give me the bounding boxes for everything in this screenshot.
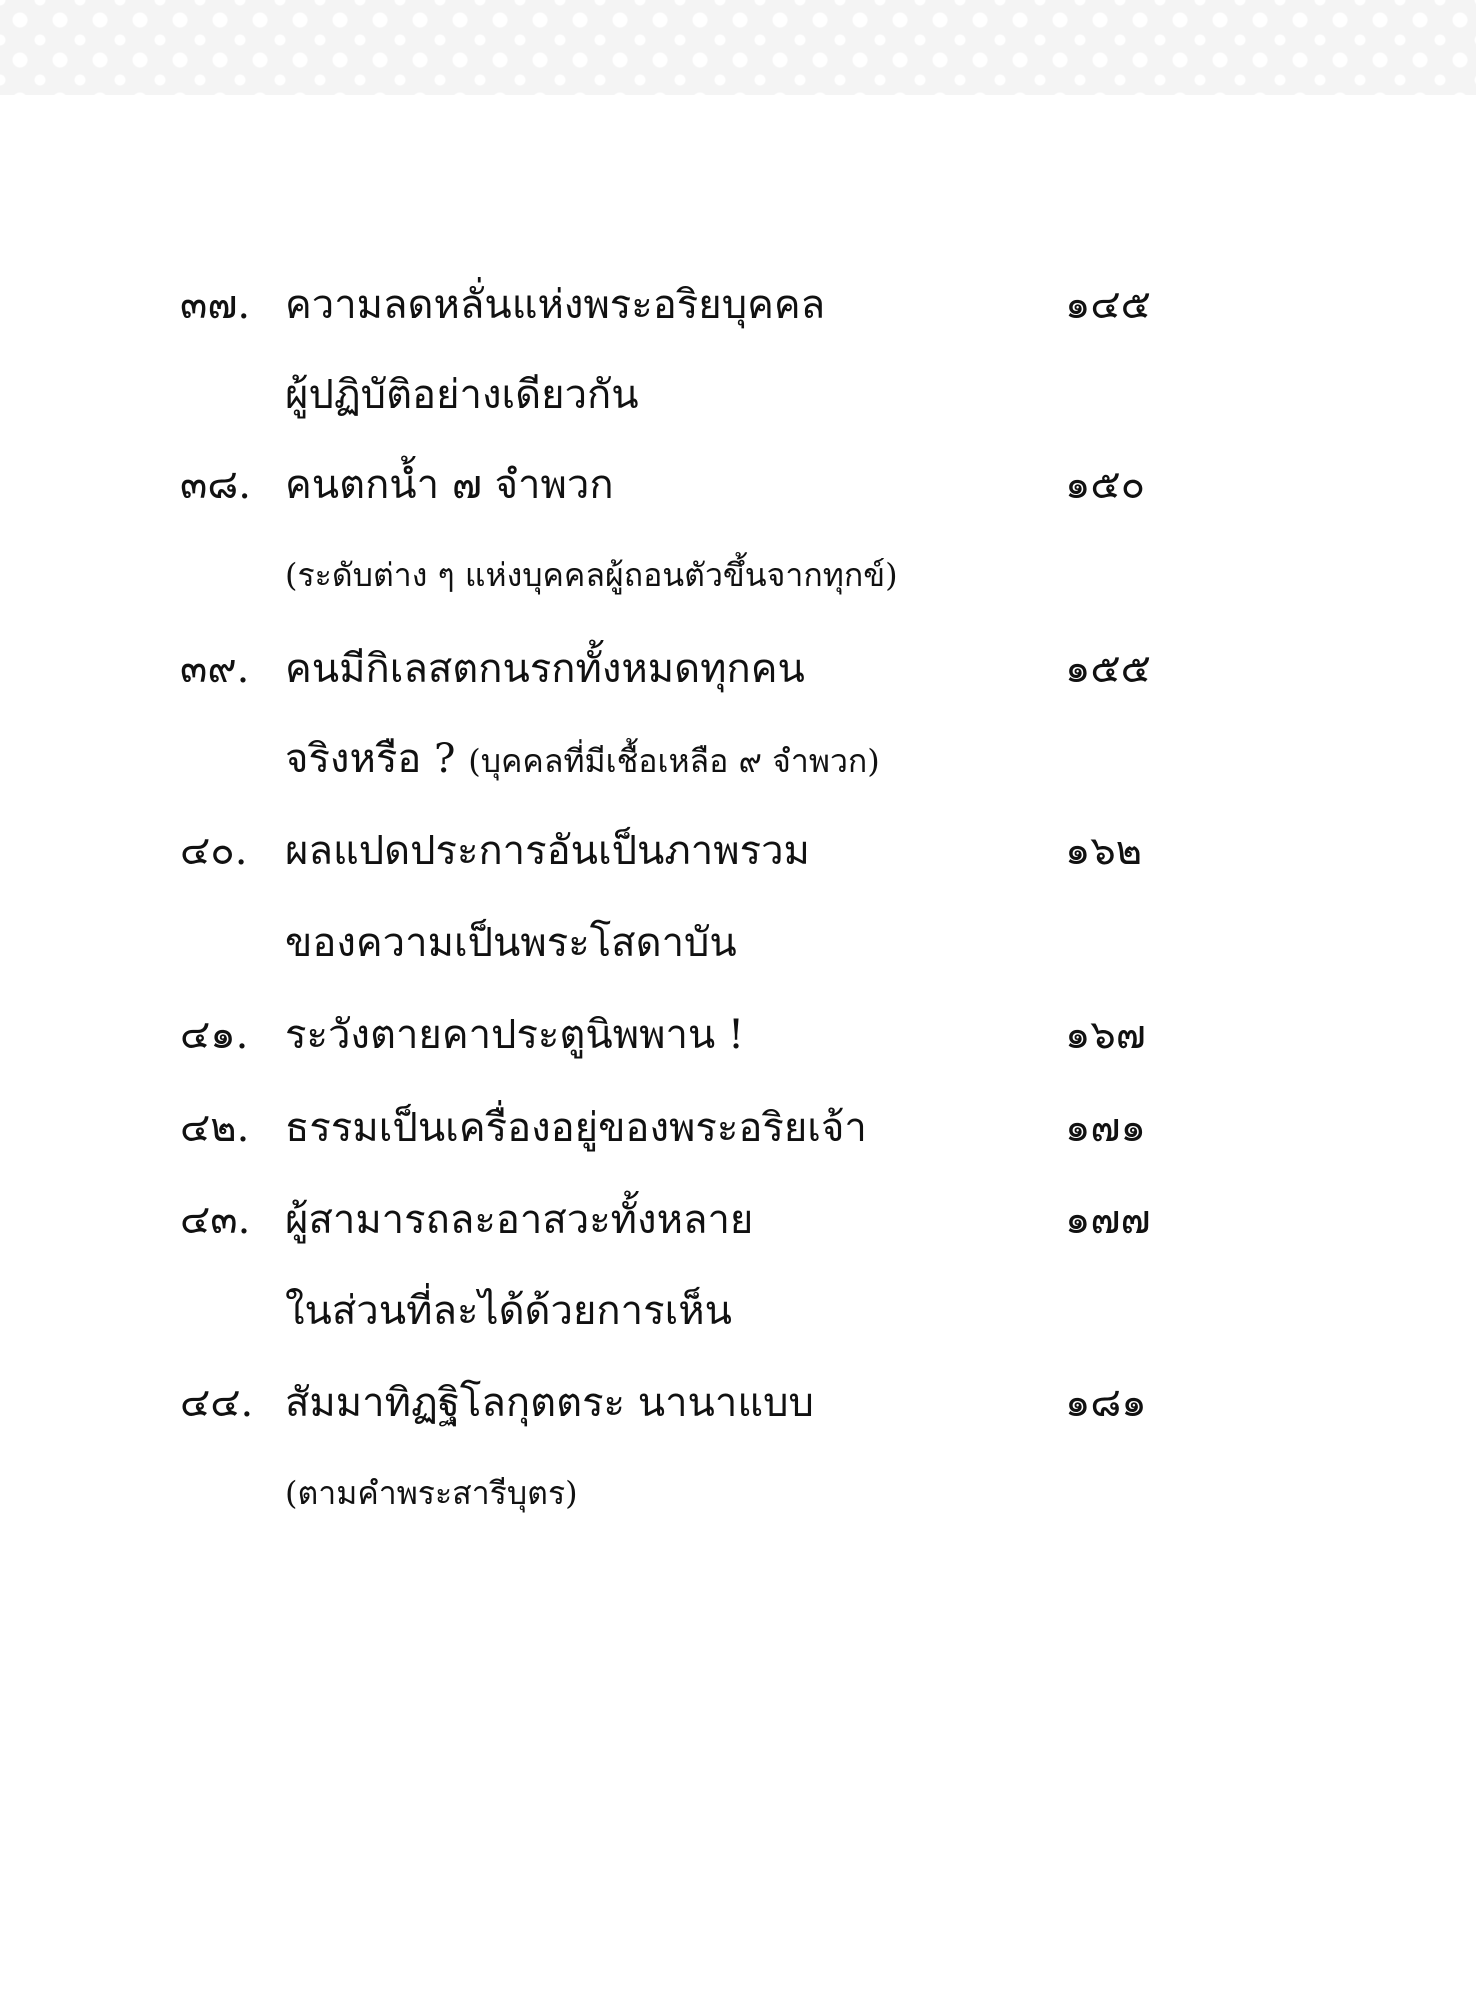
- entry-title: ผลแปดประการอันเป็นภาพรวม: [285, 828, 810, 874]
- entry-title-continued: [285, 726, 880, 790]
- entry-page-number: ๑๔๕: [1065, 282, 1151, 328]
- entry-number: ๔๔.: [180, 1380, 254, 1426]
- entry-page-number: ๑๗๗: [1065, 1197, 1151, 1243]
- entry-title: ระวังตายคาประตูนิพพาน !: [285, 1012, 745, 1058]
- entry-number: ๔๒.: [180, 1105, 250, 1151]
- entry-page-number: ๑๘๑: [1065, 1380, 1147, 1426]
- entry-number: ๔๑.: [180, 1012, 249, 1058]
- entry-title-continued: ของความเป็นพระโสดาบัน: [285, 920, 737, 966]
- entry-number: ๓๘.: [180, 462, 251, 508]
- entry-number: ๔๓.: [180, 1197, 251, 1243]
- entry-title: ความลดหลั่นแห่งพระอริยบุคคล: [285, 282, 826, 328]
- entry-title: คนตกน้ำ ๗ จำพวก: [285, 462, 614, 508]
- entry-number: ๓๗.: [180, 282, 251, 328]
- entry-subtitle: (ตามคำพระสารีบุตร): [285, 1474, 578, 1512]
- entry-page-number: ๑๖๒: [1065, 828, 1143, 874]
- entry-subtitle: (ระดับต่าง ๆ แห่งบุคคลผู้ถอนตัวขึ้นจากทุกข์): [285, 556, 898, 594]
- entry-page-number: ๑๕๕: [1065, 646, 1151, 692]
- entry-title-continued: ผู้ปฏิบัติอย่างเดียวกัน: [285, 372, 639, 418]
- entry-title-continued: ในส่วนที่ละได้ด้วยการเห็น: [285, 1288, 732, 1334]
- entry-number: ๔๐.: [180, 828, 248, 874]
- entry-page-number: ๑๖๗: [1065, 1012, 1146, 1058]
- entry-title: ผู้สามารถละอาสวะทั้งหลาย: [285, 1197, 754, 1243]
- entry-title: คนมีกิเลสตกนรกทั้งหมดทุกคน: [285, 646, 805, 692]
- entry-title: ธรรมเป็นเครื่องอยู่ของพระอริยเจ้า: [285, 1105, 867, 1151]
- entry-number: ๓๙.: [180, 646, 250, 692]
- entry-page-number: ๑๕๐: [1065, 462, 1146, 508]
- entry-page-number: ๑๗๑: [1065, 1105, 1146, 1151]
- entry-title-continued-text: จริงหรือ ?: [285, 736, 456, 782]
- entry-inline-subtitle: (บุคคลที่มีเชื้อเหลือ ๙ จำพวก): [468, 742, 880, 780]
- entry-title: สัมมาทิฏฐิโลกุตตระ นานาแบบ: [285, 1380, 814, 1426]
